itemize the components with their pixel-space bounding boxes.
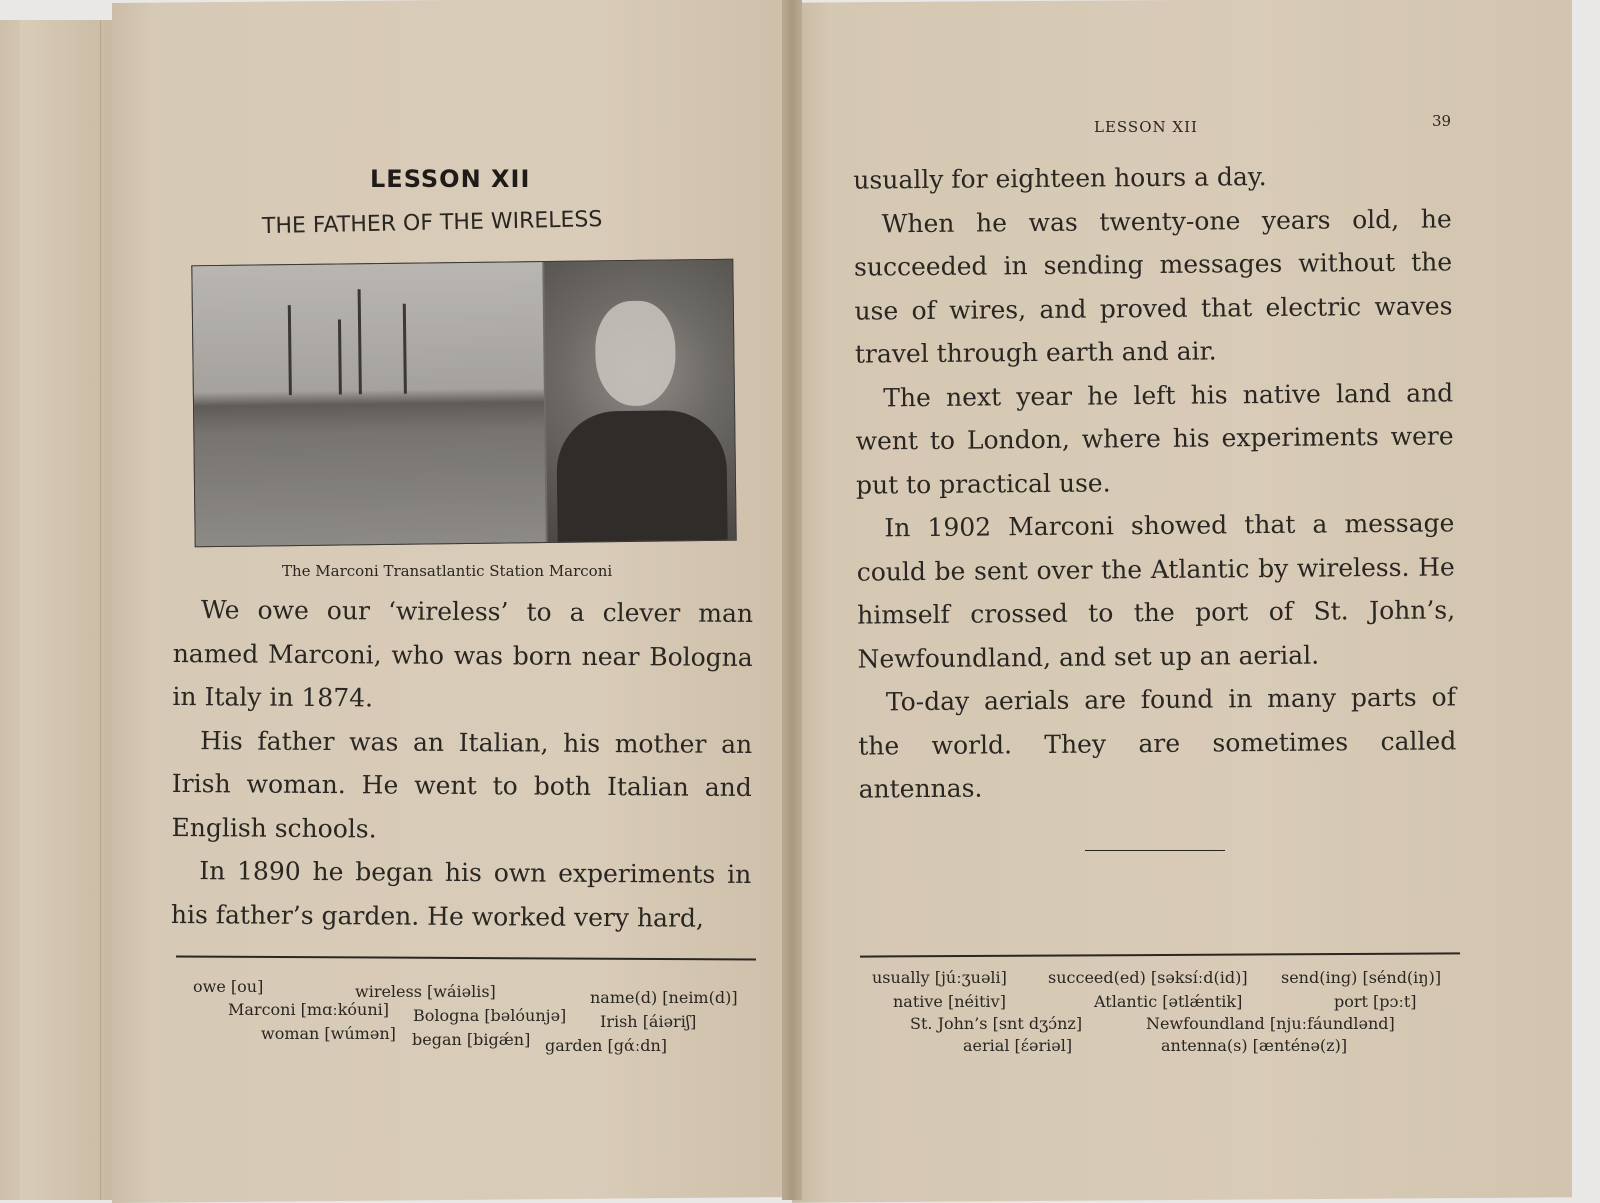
- portrait-coat: [556, 410, 728, 542]
- running-head: LESSON XII: [1094, 118, 1198, 136]
- vocab-entry: send(ing) [sénd(iŋ)]: [1281, 968, 1442, 987]
- portrait-face: [595, 300, 676, 406]
- lesson-photo: [191, 259, 736, 548]
- vocab-entry: St. John’s [snt dʒɔ́nz]: [910, 1014, 1083, 1033]
- antenna-mast: [403, 304, 407, 394]
- book-edge: [0, 20, 115, 1200]
- vocab-entry: wireless [wáiəlis]: [355, 982, 496, 1001]
- vocab-entry: woman [wúmən]: [261, 1024, 396, 1043]
- antenna-mast: [288, 305, 292, 395]
- paragraph: We owe our ‘wireless’ to a clever man named Marconi, who was born near Bologna in Italy in 1874.: [172, 595, 754, 713]
- paragraph: To-day aerials are found in many parts of the world. They are sometimes called antennas.: [858, 682, 1457, 804]
- vocab-entry: antenna(s) [ænténə(z)]: [1161, 1036, 1348, 1055]
- vocab-entry: succeed(ed) [səksíːd(id)]: [1048, 968, 1248, 987]
- paragraph: usually for eighteen hours a day.: [853, 162, 1267, 195]
- antenna-mast: [358, 289, 362, 394]
- vocab-entry: owe [ou]: [193, 977, 264, 996]
- vocab-entry: Marconi [mɑːkóuni]: [228, 1000, 390, 1019]
- antenna-mast: [338, 319, 342, 394]
- vocab-entry: Atlantic [ətlǽntik]: [1094, 992, 1243, 1011]
- paragraph: His father was an Italian, his mother an Irish woman. He went to both Italian and English schools.: [171, 725, 753, 843]
- station-photo: [192, 262, 545, 546]
- vocab-entry: aerial [ɛ́əriəl]: [963, 1036, 1073, 1055]
- vocab-entry: Bologna [bəlóunjə]: [413, 1006, 567, 1025]
- vocab-entry: Newfoundland [njuːfáundlənd]: [1146, 1014, 1395, 1033]
- book-gutter: [782, 0, 802, 1200]
- paragraph: In 1890 he began his own experiments in his father’s garden. He worked very hard,: [170, 856, 752, 933]
- right-body-text: [853, 153, 1457, 811]
- photo-caption: The Marconi Transatlantic Station Marconi: [282, 562, 613, 580]
- book-edge-pages: [20, 20, 101, 1200]
- vocab-entry: Irish [áiəriʃ]: [600, 1012, 697, 1031]
- paragraph: When he was twenty-one years old, he succeeded in sending messages without the use of wires, and proved that electric waves travel through earth and air.: [853, 203, 1453, 369]
- lesson-subtitle: THE FATHER OF THE WIRELESS: [261, 207, 603, 240]
- vocab-entry: usually [júːʒuəli]: [872, 968, 1007, 987]
- vocab-entry: name(d) [neim(d)]: [590, 988, 738, 1007]
- paragraph: The next year he left his native land and went to London, where his experiments were put to practical use.: [855, 377, 1454, 500]
- vocab-entry: began [bigǽn]: [412, 1030, 531, 1049]
- marconi-portrait: [544, 260, 735, 542]
- vocab-entry: port [pɔːt]: [1334, 992, 1417, 1011]
- vocab-entry: native [néitiv]: [893, 992, 1006, 1011]
- lesson-title: LESSON XII: [370, 165, 531, 193]
- section-end-rule: [1085, 850, 1225, 851]
- paragraph: In 1902 Marconi showed that a message could be sent over the Atlantic by wireless. He himself crossed to the port of St. John’s, Newfoundland, and set up an aerial.: [856, 508, 1456, 674]
- vocab-entry: garden [gάːdn]: [545, 1036, 667, 1055]
- page-number: 39: [1432, 112, 1452, 130]
- left-body-text: [171, 588, 753, 940]
